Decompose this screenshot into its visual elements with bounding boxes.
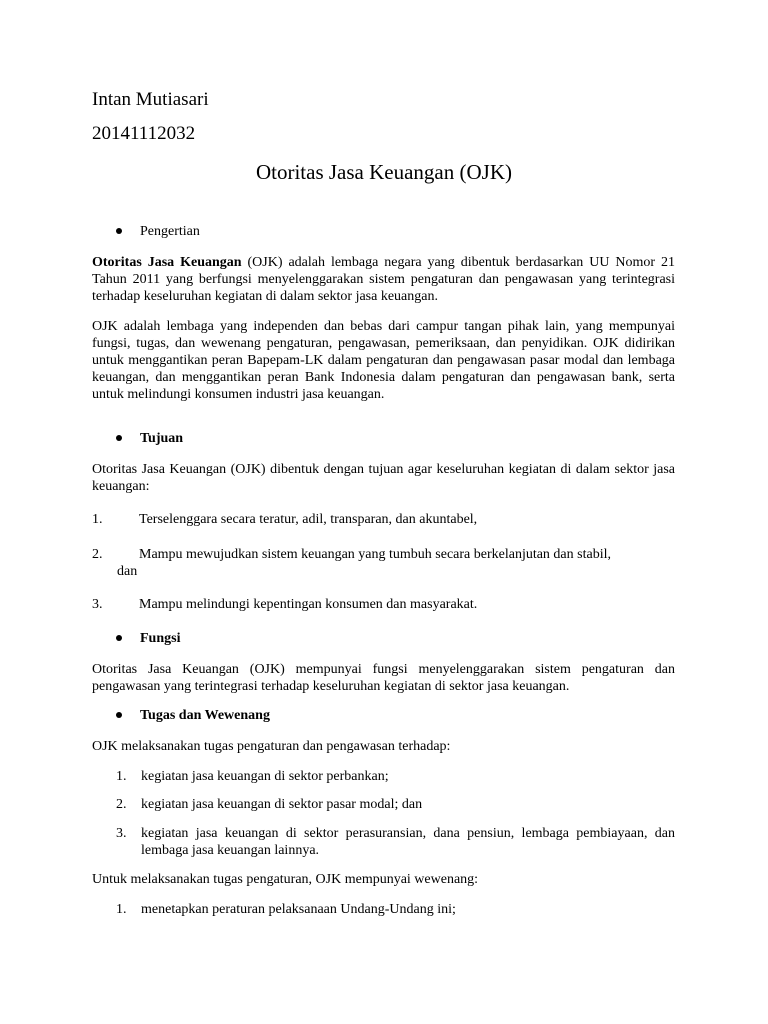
list-item-number: 3. [92, 597, 103, 612]
list-item-text: Mampu melindungi kepentingan konsumen dan masyarakat. [139, 597, 478, 612]
paragraph-wewenang-intro: Untuk melaksanakan tugas pengaturan, OJK mempunyai wewenang: [92, 872, 479, 887]
paragraph-pengertian-1-text: (OJK) adalah lembaga negara yang dibentuk berdasarkan UU Nomor 21 Tahun 2011 yang berfungsi menyelenggarakan sistem pengaturan dan pengawasan yang terintegrasi terhadap keseluruhan kegiatan di dalam sektor jasa keuangan. [92, 255, 675, 304]
list-item-continuation: dan [117, 564, 138, 579]
list-item [92, 596, 675, 614]
heading-pengertian-label: Pengertian [140, 224, 200, 239]
list-item-number: 2. [116, 797, 127, 812]
heading-fungsi-label: Fungsi [140, 631, 181, 646]
heading-tugas-wewenang [116, 707, 270, 725]
list-item-text: kegiatan jasa keuangan di sektor perasuransian, dana pensiun, lembaga pembiayaan, dan lembaga jasa keuangan lainnya. [141, 826, 675, 858]
author-id: 20141112032 [92, 123, 196, 144]
author-name: Intan Mutiasari [92, 89, 209, 110]
bullet-icon [116, 635, 122, 641]
bullet-icon [116, 712, 122, 718]
list-item-text: kegiatan jasa keuangan di sektor pasar modal; dan [141, 797, 423, 812]
heading-tujuan [116, 430, 183, 448]
list-item [116, 796, 675, 814]
list-item-number: 1. [116, 902, 127, 917]
document-title: Otoritas Jasa Keuangan (OJK) [255, 160, 512, 184]
paragraph-pengertian-2: OJK adalah lembaga yang independen dan bebas dari campur tangan pihak lain, yang mempunyai fungsi, tugas, dan wewenang pengaturan, pengawasan, pemeriksaan, dan penyidikan. OJK didirikan untuk menggantikan peran Bapepam-LK dalam pengaturan dan pengawasan pasar modal dan lembaga keuangan, dan menggantikan peran Bank Indonesia dalam pengaturan dan pengawasan bank, serta untuk melindungi konsumen industri jasa keuangan. [92, 319, 675, 402]
list-item-text: kegiatan jasa keuangan di sektor perbankan; [141, 769, 389, 784]
heading-fungsi [116, 630, 180, 648]
bullet-icon [116, 435, 122, 441]
paragraph-tugas-intro: OJK melaksanakan tugas pengaturan dan pengawasan terhadap: [92, 739, 451, 754]
list-item-number: 1. [92, 512, 103, 527]
list-item [116, 901, 675, 919]
list-item [92, 511, 675, 529]
heading-tugas-label: Tugas dan Wewenang [140, 708, 270, 723]
heading-tujuan-label: Tujuan [140, 431, 184, 446]
heading-pengertian [116, 223, 200, 241]
paragraph-fungsi: Otoritas Jasa Keuangan (OJK) mempunyai fungsi menyelenggarakan sistem pengaturan dan pengawasan yang terintegrasi terhadap keseluruhan kegiatan di sektor jasa keuangan. [92, 662, 675, 694]
term-ojk: Otoritas Jasa Keuangan [92, 255, 242, 270]
paragraph-pengertian-1 [92, 254, 675, 305]
list-item [116, 825, 675, 861]
paragraph-tujuan-intro: Otoritas Jasa Keuangan (OJK) dibentuk dengan tujuan agar keseluruhan kegiatan di dalam sektor jasa keuangan: [92, 462, 675, 494]
bullet-icon [116, 228, 122, 234]
list-item [116, 768, 675, 786]
list-item-text: Terselenggara secara teratur, adil, transparan, dan akuntabel, [139, 512, 478, 527]
list-item-text: Mampu mewujudkan sistem keuangan yang tumbuh secara berkelanjutan dan stabil, [139, 547, 611, 562]
list-item [92, 546, 675, 582]
list-item-number: 3. [116, 826, 127, 841]
list-item-number: 2. [92, 547, 103, 562]
list-item-text: menetapkan peraturan pelaksanaan Undang-Undang ini; [141, 902, 456, 917]
list-item-number: 1. [116, 769, 127, 784]
